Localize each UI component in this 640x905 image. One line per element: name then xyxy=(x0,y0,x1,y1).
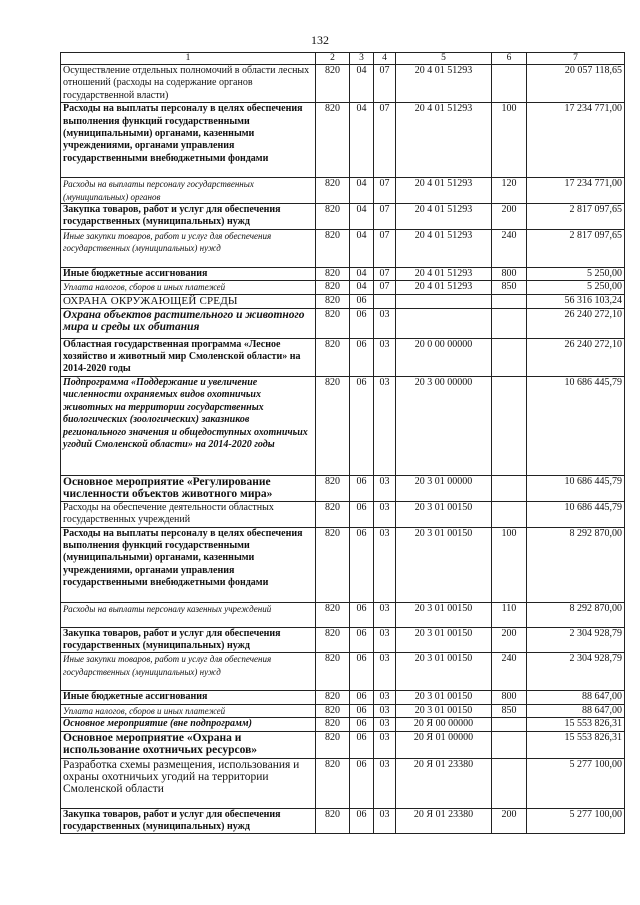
table-row xyxy=(61,501,625,527)
header-col-4: 4 xyxy=(374,53,396,65)
cell-target-article: 20 4 01 51293 xyxy=(396,229,492,267)
cell-target-article: 20 4 01 51293 xyxy=(396,267,492,280)
cell-target-article: 20 3 01 00150 xyxy=(396,602,492,627)
cell-expense-type xyxy=(492,294,527,308)
cell-subsection: 03 xyxy=(374,758,396,808)
cell-expense-type: 200 xyxy=(492,204,527,230)
cell-name: Расходы на выплаты персоналу в целях обеспечения выполнения функций государственными (муниципальными) органами, казенными учреждениями, органами управления государственными внебюджетными фондами xyxy=(61,527,316,602)
cell-subsection: 03 xyxy=(374,731,396,758)
cell-amount: 2 817 097,65 xyxy=(527,229,625,267)
cell-amount: 10 686 445,79 xyxy=(527,475,625,501)
cell-name: Иные закупки товаров, работ и услуг для обеспечения государственных (муниципальных) нужд xyxy=(61,229,316,267)
table-row xyxy=(61,653,625,691)
cell-name: Закупка товаров, работ и услуг для обеспечения государственных (муниципальных) нужд xyxy=(61,627,316,653)
cell-target-article: 20 0 00 00000 xyxy=(396,338,492,376)
cell-target-article: 20 4 01 51293 xyxy=(396,178,492,204)
cell-name: Подпрограмма «Поддержание и увеличение численности охраняемых видов охотничьих животных на территории государственных биологических (зоологических) заказников регионального значения и общедоступных охотничьих угодий Смоленской области» на 2014-2020 годы xyxy=(61,376,316,475)
cell-subsection: 03 xyxy=(374,653,396,691)
cell-subsection: 07 xyxy=(374,267,396,280)
cell-expense-type xyxy=(492,308,527,338)
cell-grbs: 820 xyxy=(316,627,350,653)
cell-grbs: 820 xyxy=(316,602,350,627)
cell-grbs: 820 xyxy=(316,704,350,717)
cell-amount: 5 277 100,00 xyxy=(527,808,625,834)
cell-amount: 17 234 771,00 xyxy=(527,103,625,178)
cell-name: Областная государственная программа «Лесное хозяйство и животный мир Смоленской области» на 2014-2020 годы xyxy=(61,338,316,376)
table-row xyxy=(61,178,625,204)
cell-amount: 26 240 272,10 xyxy=(527,308,625,338)
cell-name: Иные бюджетные ассигнования xyxy=(61,691,316,704)
table-row xyxy=(61,281,625,294)
cell-target-article: 20 3 01 00150 xyxy=(396,627,492,653)
cell-grbs: 820 xyxy=(316,281,350,294)
cell-amount: 5 250,00 xyxy=(527,267,625,280)
cell-name: Расходы на выплаты персоналу казенных учреждений xyxy=(61,602,316,627)
table-body xyxy=(61,65,625,834)
cell-section: 04 xyxy=(350,103,374,178)
cell-subsection xyxy=(374,294,396,308)
cell-grbs: 820 xyxy=(316,204,350,230)
cell-target-article xyxy=(396,308,492,338)
cell-subsection: 03 xyxy=(374,376,396,475)
cell-section: 06 xyxy=(350,527,374,602)
cell-expense-type: 240 xyxy=(492,229,527,267)
cell-grbs: 820 xyxy=(316,527,350,602)
cell-section: 04 xyxy=(350,281,374,294)
budget-table xyxy=(60,52,625,834)
cell-section: 06 xyxy=(350,376,374,475)
cell-subsection: 07 xyxy=(374,229,396,267)
cell-expense-type: 240 xyxy=(492,653,527,691)
cell-section: 06 xyxy=(350,691,374,704)
cell-expense-type xyxy=(492,758,527,808)
cell-section: 04 xyxy=(350,204,374,230)
cell-grbs: 820 xyxy=(316,267,350,280)
header-col-6: 6 xyxy=(492,53,527,65)
cell-amount: 88 647,00 xyxy=(527,704,625,717)
cell-grbs: 820 xyxy=(316,308,350,338)
cell-section: 06 xyxy=(350,475,374,501)
cell-section: 06 xyxy=(350,653,374,691)
cell-grbs: 820 xyxy=(316,178,350,204)
cell-amount: 56 316 103,24 xyxy=(527,294,625,308)
cell-subsection: 03 xyxy=(374,602,396,627)
cell-amount: 17 234 771,00 xyxy=(527,178,625,204)
cell-section: 06 xyxy=(350,758,374,808)
cell-name: Основное мероприятие (вне подпрограмм) xyxy=(61,718,316,731)
cell-section: 04 xyxy=(350,65,374,103)
cell-target-article: 20 3 00 00000 xyxy=(396,376,492,475)
cell-section: 06 xyxy=(350,731,374,758)
cell-grbs: 820 xyxy=(316,501,350,527)
table-row xyxy=(61,808,625,834)
cell-amount: 2 817 097,65 xyxy=(527,204,625,230)
cell-grbs: 820 xyxy=(316,338,350,376)
cell-section: 06 xyxy=(350,308,374,338)
cell-target-article: 20 4 01 51293 xyxy=(396,103,492,178)
cell-expense-type xyxy=(492,338,527,376)
cell-target-article: 20 3 01 00150 xyxy=(396,501,492,527)
cell-section: 06 xyxy=(350,501,374,527)
cell-name: Основное мероприятие «Охрана и использование охотничьих ресурсов» xyxy=(61,731,316,758)
cell-name: ОХРАНА ОКРУЖАЮЩЕЙ СРЕДЫ xyxy=(61,294,316,308)
cell-section: 06 xyxy=(350,704,374,717)
cell-target-article: 20 4 01 51293 xyxy=(396,204,492,230)
cell-name: Осуществление отдельных полномочий в области лесных отношений (расходы на содержание органов государственной власти) xyxy=(61,65,316,103)
table-row xyxy=(61,704,625,717)
cell-amount: 5 250,00 xyxy=(527,281,625,294)
cell-expense-type: 800 xyxy=(492,267,527,280)
table-row xyxy=(61,65,625,103)
cell-subsection: 03 xyxy=(374,338,396,376)
cell-grbs: 820 xyxy=(316,653,350,691)
cell-amount: 2 304 928,79 xyxy=(527,653,625,691)
cell-subsection: 03 xyxy=(374,704,396,717)
cell-name: Охрана объектов растительного и животного мира и среды их обитания xyxy=(61,308,316,338)
table-row xyxy=(61,103,625,178)
cell-target-article: 20 4 01 51293 xyxy=(396,281,492,294)
cell-amount: 20 057 118,65 xyxy=(527,65,625,103)
cell-amount: 15 553 826,31 xyxy=(527,718,625,731)
cell-name: Расходы на обеспечение деятельности областных государственных учреждений xyxy=(61,501,316,527)
header-col-2: 2 xyxy=(316,53,350,65)
table-row xyxy=(61,338,625,376)
cell-amount: 26 240 272,10 xyxy=(527,338,625,376)
cell-grbs: 820 xyxy=(316,475,350,501)
cell-target-article: 20 3 01 00150 xyxy=(396,691,492,704)
cell-subsection: 03 xyxy=(374,501,396,527)
cell-name: Иные закупки товаров, работ и услуг для обеспечения государственных (муниципальных) нужд xyxy=(61,653,316,691)
cell-expense-type xyxy=(492,475,527,501)
cell-expense-type xyxy=(492,501,527,527)
table-row xyxy=(61,691,625,704)
cell-name: Закупка товаров, работ и услуг для обеспечения государственных (муниципальных) нужд xyxy=(61,204,316,230)
cell-expense-type: 800 xyxy=(492,691,527,704)
table-header-row xyxy=(61,53,625,65)
cell-section: 06 xyxy=(350,627,374,653)
cell-target-article: 20 3 01 00150 xyxy=(396,704,492,717)
cell-amount: 8 292 870,00 xyxy=(527,602,625,627)
cell-expense-type: 200 xyxy=(492,808,527,834)
header-col-7: 7 xyxy=(527,53,625,65)
cell-expense-type xyxy=(492,731,527,758)
cell-expense-type: 850 xyxy=(492,704,527,717)
cell-target-article: 20 Я 00 00000 xyxy=(396,718,492,731)
cell-target-article: 20 3 01 00150 xyxy=(396,527,492,602)
cell-section: 06 xyxy=(350,338,374,376)
header-col-3: 3 xyxy=(350,53,374,65)
cell-section: 06 xyxy=(350,602,374,627)
table-row xyxy=(61,602,625,627)
cell-grbs: 820 xyxy=(316,758,350,808)
table-row xyxy=(61,308,625,338)
cell-expense-type xyxy=(492,65,527,103)
cell-name: Уплата налогов, сборов и иных платежей xyxy=(61,704,316,717)
cell-name: Основное мероприятие «Регулирование численности объектов животного мира» xyxy=(61,475,316,501)
cell-grbs: 820 xyxy=(316,294,350,308)
cell-grbs: 820 xyxy=(316,229,350,267)
table-row xyxy=(61,718,625,731)
cell-target-article: 20 Я 01 23380 xyxy=(396,808,492,834)
table-row xyxy=(61,527,625,602)
cell-target-article: 20 4 01 51293 xyxy=(396,65,492,103)
cell-target-article: 20 3 01 00000 xyxy=(396,475,492,501)
cell-grbs: 820 xyxy=(316,103,350,178)
cell-name: Уплата налогов, сборов и иных платежей xyxy=(61,281,316,294)
table-row xyxy=(61,376,625,475)
cell-grbs: 820 xyxy=(316,808,350,834)
cell-expense-type xyxy=(492,376,527,475)
cell-subsection: 03 xyxy=(374,627,396,653)
cell-amount: 88 647,00 xyxy=(527,691,625,704)
cell-subsection: 07 xyxy=(374,281,396,294)
cell-subsection: 03 xyxy=(374,527,396,602)
cell-subsection: 03 xyxy=(374,475,396,501)
table-row xyxy=(61,475,625,501)
cell-expense-type: 100 xyxy=(492,527,527,602)
cell-subsection: 03 xyxy=(374,718,396,731)
cell-subsection: 03 xyxy=(374,308,396,338)
cell-subsection: 03 xyxy=(374,808,396,834)
header-col-5: 5 xyxy=(396,53,492,65)
cell-amount: 15 553 826,31 xyxy=(527,731,625,758)
table-row xyxy=(61,229,625,267)
cell-subsection: 03 xyxy=(374,691,396,704)
cell-expense-type xyxy=(492,718,527,731)
cell-amount: 5 277 100,00 xyxy=(527,758,625,808)
table-row xyxy=(61,758,625,808)
cell-expense-type: 200 xyxy=(492,627,527,653)
cell-target-article: 20 Я 01 23380 xyxy=(396,758,492,808)
cell-amount: 10 686 445,79 xyxy=(527,376,625,475)
cell-expense-type: 120 xyxy=(492,178,527,204)
table-row xyxy=(61,204,625,230)
cell-subsection: 07 xyxy=(374,178,396,204)
cell-name: Иные бюджетные ассигнования xyxy=(61,267,316,280)
cell-subsection: 07 xyxy=(374,65,396,103)
cell-name: Расходы на выплаты персоналу в целях обеспечения выполнения функций государственными (муниципальными) органами, казенными учреждениями, органами управления государственными внебюджетными фондами xyxy=(61,103,316,178)
cell-grbs: 820 xyxy=(316,65,350,103)
cell-grbs: 820 xyxy=(316,376,350,475)
table-row xyxy=(61,627,625,653)
cell-section: 04 xyxy=(350,178,374,204)
cell-name: Разработка схемы размещения, использования и охраны охотничьих угодий на территории Смоленской области xyxy=(61,758,316,808)
cell-section: 06 xyxy=(350,808,374,834)
cell-expense-type: 100 xyxy=(492,103,527,178)
cell-name: Закупка товаров, работ и услуг для обеспечения государственных (муниципальных) нужд xyxy=(61,808,316,834)
cell-subsection: 07 xyxy=(374,103,396,178)
cell-amount: 2 304 928,79 xyxy=(527,627,625,653)
cell-amount: 8 292 870,00 xyxy=(527,527,625,602)
header-col-1: 1 xyxy=(61,53,316,65)
cell-grbs: 820 xyxy=(316,718,350,731)
cell-expense-type: 110 xyxy=(492,602,527,627)
table-row xyxy=(61,731,625,758)
cell-section: 06 xyxy=(350,294,374,308)
table-row xyxy=(61,267,625,280)
cell-grbs: 820 xyxy=(316,731,350,758)
cell-section: 06 xyxy=(350,718,374,731)
cell-name: Расходы на выплаты персоналу государственных (муниципальных) органов xyxy=(61,178,316,204)
cell-section: 04 xyxy=(350,267,374,280)
cell-grbs: 820 xyxy=(316,691,350,704)
cell-target-article: 20 Я 01 00000 xyxy=(396,731,492,758)
table-row xyxy=(61,294,625,308)
cell-target-article xyxy=(396,294,492,308)
cell-section: 04 xyxy=(350,229,374,267)
cell-amount: 10 686 445,79 xyxy=(527,501,625,527)
page-number: 132 xyxy=(311,33,329,47)
cell-target-article: 20 3 01 00150 xyxy=(396,653,492,691)
cell-subsection: 07 xyxy=(374,204,396,230)
cell-expense-type: 850 xyxy=(492,281,527,294)
